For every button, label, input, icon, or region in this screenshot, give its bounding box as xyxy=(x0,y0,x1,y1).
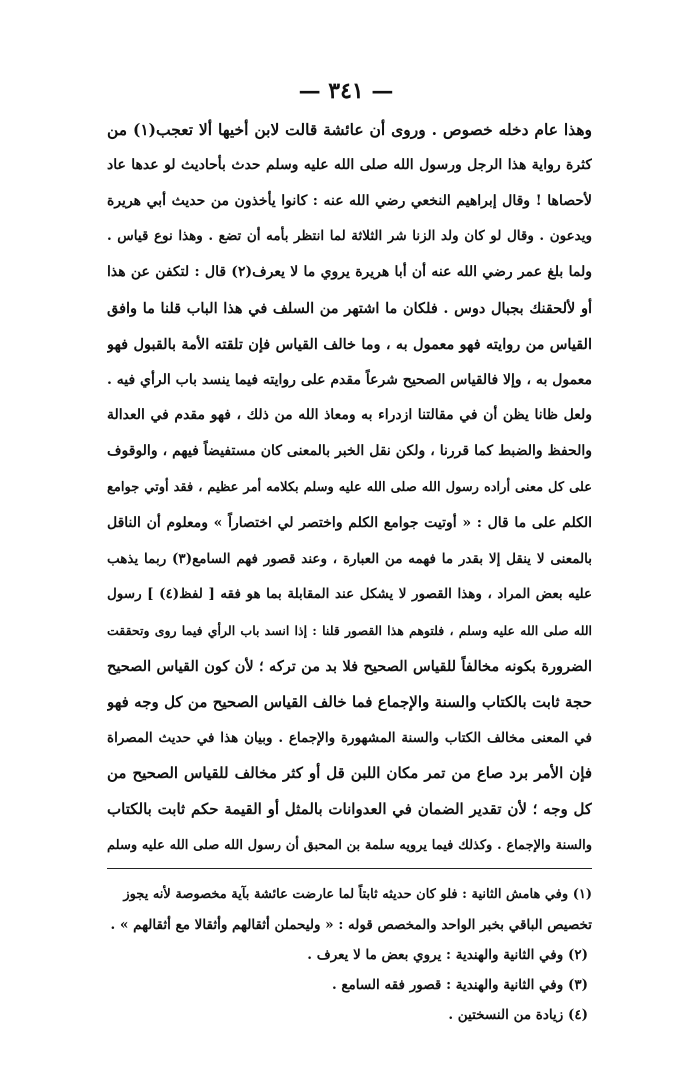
text-line: بالمعنى لا ينقل إلا بقدر ما فهمه من العبارة ، وعند قصور فهم السامع(٣) ربما يذهب xyxy=(107,550,592,567)
text-line: والحفظ والضبط كما قررنا ، ولكن نقل الخبر بالمعنى كان مستفيضاً فيهم ، والوقوف xyxy=(107,443,592,460)
text-line: في المعنى مخالف الكتاب والسنة المشهورة والإجماع . وبيان هذا في حديث المصراة xyxy=(107,729,592,746)
text-line: القياس من روايته فهو معمول به ، وما خالف القياس فإن تلقته الأمة بالقبول فهو xyxy=(107,335,592,353)
text-line: ولعل ظانا يظن أن في مقالتنا ازدراء به ومعاذ الله من ذلك ، فهو مقدم في العدالة xyxy=(107,407,592,424)
text-line: الله صلى الله عليه وسلم ، فلتوهم هذا القصور قلنا : إذا انسد باب الرأي فيما روى وتحققت xyxy=(107,623,592,639)
page-number: — ٣٤١ — xyxy=(298,78,394,104)
footnote-divider xyxy=(107,868,592,869)
text-line: أو لألحقنك بجبال دوس . فلكان ما اشتهر من السلف في هذا الباب قلنا ما وافق xyxy=(107,299,592,317)
footnote-4: (٤) زيادة من النسختين . xyxy=(448,1007,588,1023)
footnote-1: (١) وفي هامش الثانية : فلو كان حديثه ثابتاً لما عارضت عائشة بآية مخصوصة لأنه يجوز xyxy=(123,887,592,902)
text-line: حجة ثابت بالكتاب والسنة والإجماع فما خالف القياس الصحيح من كل وجه فهو xyxy=(107,692,592,711)
footnote-1-continued: تخصيص الباقي بخبر الواحد والمخصص قوله : « وليحملن أثقالهم وأثقالا مع أثقالهم » . xyxy=(110,917,592,933)
main-text xyxy=(107,112,592,864)
text-line: والسنة والإجماع . وكذلك فيما يرويه سلمة بن المحبق أن رسول الله صلى الله عليه وسلم xyxy=(107,837,592,853)
text-line: الضرورة بكونه مخالفاً للقياس الصحيح فلا بد من تركه ؛ لأن كون القياس الصحيح xyxy=(107,657,592,675)
text-line: ويدعون . وقال لو كان ولد الزنا شر الثلاثة لما انتظر بأمه أن تضع . وهذا نوع قياس . xyxy=(107,228,592,245)
text-line: عليه بعض المراد ، وهذا القصور لا يشكل عند المقابلة بما هو فقه [ لفظ(٤) ] رسول xyxy=(107,586,592,603)
text-line: كل وجه ؛ لأن تقدير الضمان في العدوانات بالمثل أو القيمة حكم ثابت بالكتاب xyxy=(107,800,592,819)
footnotes xyxy=(107,880,592,1030)
text-line: ولما بلغ عمر رضي الله عنه أن أبا هريرة يروي ما لا يعرف(٢) قال : لتكفن عن هذا xyxy=(107,264,592,281)
text-line: كثرة رواية هذا الرجل ورسول الله صلى الله عليه وسلم حدث بأحاديث لو عدها عاد xyxy=(107,156,592,173)
text-line: لأحصاها ! وقال إبراهيم النخعي رضي الله عنه : كانوا يأخذون من حديث أبي هريرة xyxy=(107,192,592,209)
text-line: الكلم على ما قال : « أوتيت جوامع الكلم واختصر لي اختصاراً » ومعلوم أن الناقل xyxy=(107,514,592,531)
text-line: على كل معنى أراده رسول الله صلى الله عليه وسلم بكلامه أمر عظيم ، فقد أوتي جوامع xyxy=(107,479,592,495)
footnote-2: (٢) وفي الثانية والهندية : يروي بعض ما لا يعرف . xyxy=(307,947,588,963)
text-line: معمول به ، وإلا فالقياس الصحيح شرعاً مقدم على روايته فيما ينسد باب الرأي فيه . xyxy=(107,371,592,388)
text-line: وهذا عام دخله خصوص . وروى أن عائشة قالت لابن أخيها ألا تعجب(١) من xyxy=(107,120,592,139)
text-line: فإن الأمر برد صاع من تمر مكان اللبن قل أو كثر مخالف للقياس الصحيح من xyxy=(107,764,592,783)
footnote-3: (٣) وفي الثانية والهندية : قصور فقه السامع . xyxy=(331,977,588,993)
